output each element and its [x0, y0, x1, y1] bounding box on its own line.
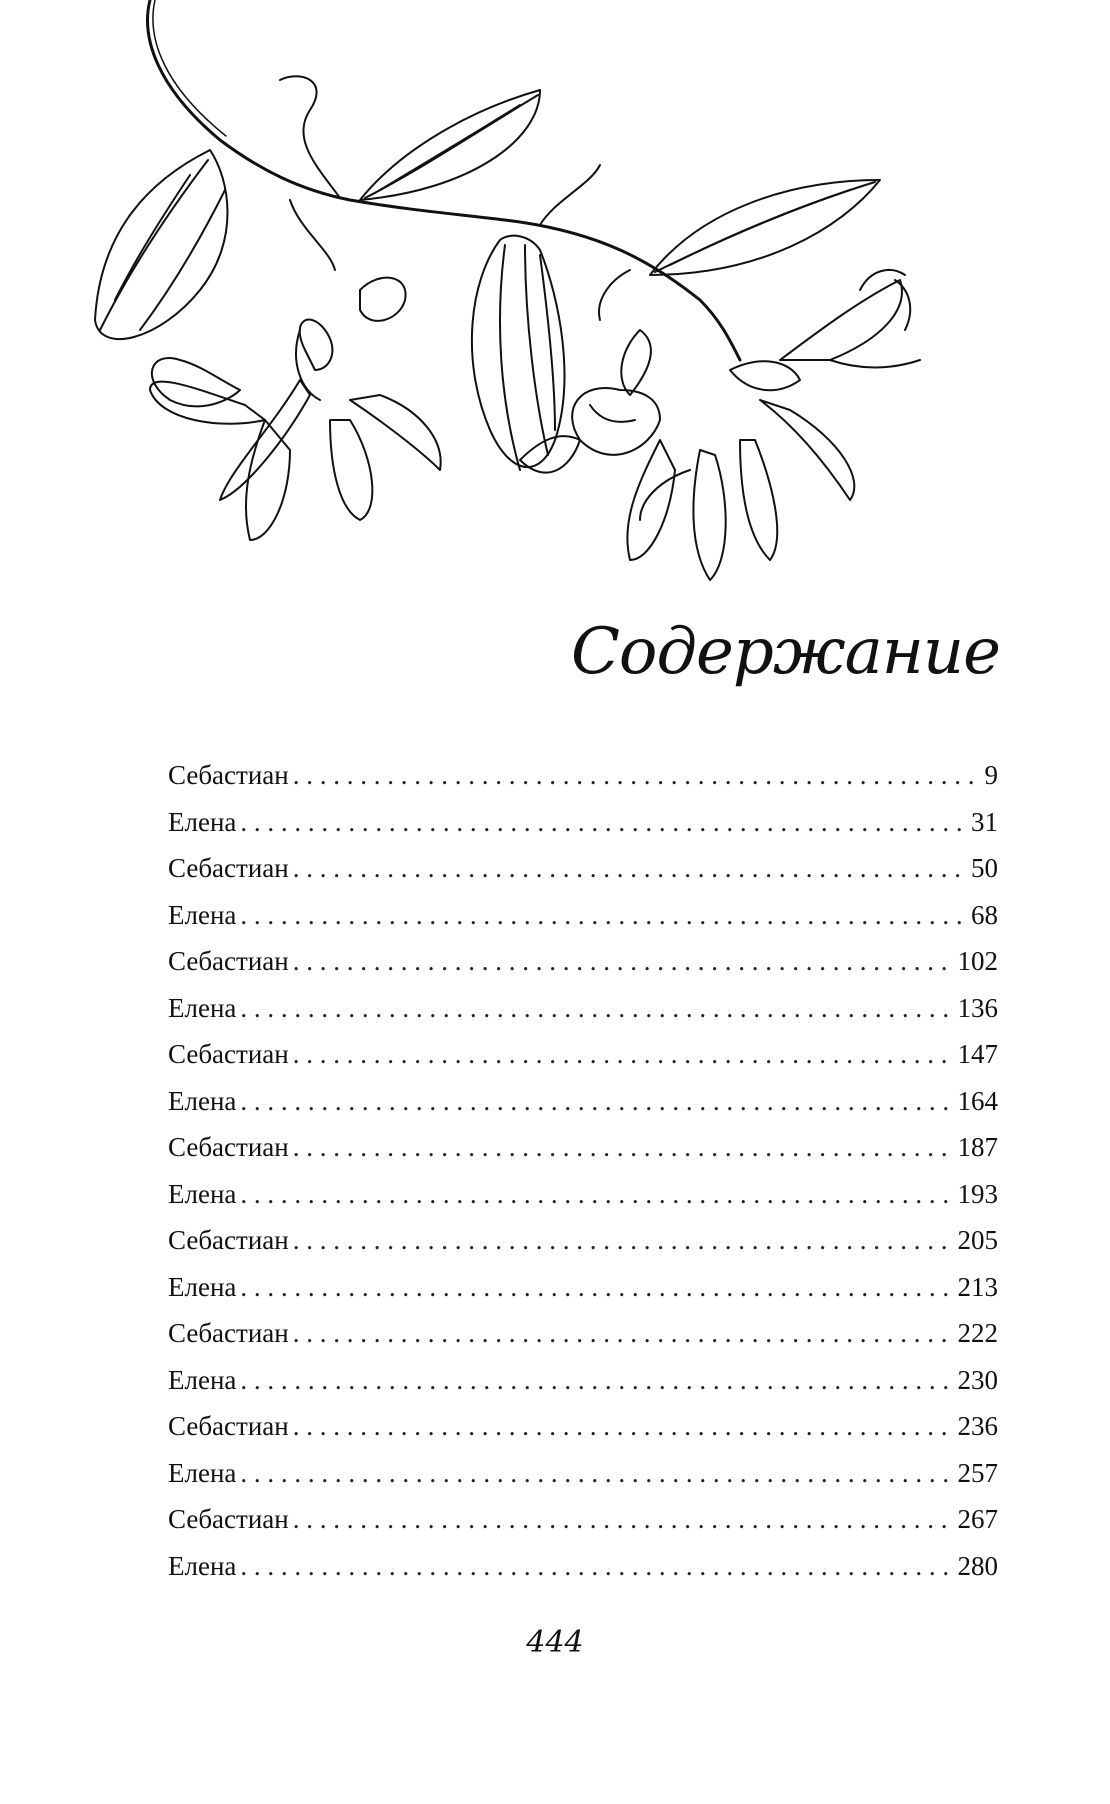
toc-chapter: Елена — [168, 1271, 237, 1302]
toc-page: 280 — [957, 1550, 998, 1581]
toc-page: 102 — [957, 946, 998, 976]
toc-page: 193 — [957, 1178, 998, 1209]
toc-page: 205 — [957, 1225, 998, 1255]
toc-chapter: Себастиан — [168, 1411, 289, 1441]
toc-entry[interactable] — [168, 1403, 998, 1450]
toc-leader — [240, 1264, 953, 1311]
toc-page: 257 — [957, 1457, 998, 1488]
toc-entry[interactable] — [168, 892, 998, 939]
toc-leader — [240, 1357, 953, 1404]
toc-page: 222 — [957, 1318, 998, 1348]
toc-chapter: Себастиан — [168, 1225, 289, 1255]
toc-entry[interactable] — [168, 985, 998, 1032]
toc-entry[interactable] — [168, 1031, 998, 1078]
toc-chapter: Елена — [168, 992, 237, 1023]
toc-page: 164 — [957, 1085, 998, 1116]
toc-chapter: Себастиан — [168, 1039, 289, 1069]
page-number: 444 — [526, 1625, 584, 1660]
toc-page: 187 — [957, 1132, 998, 1162]
toc-chapter: Елена — [168, 806, 237, 837]
vanilla-orchid-branch-icon — [0, 0, 1110, 620]
toc-entry[interactable] — [168, 752, 998, 799]
toc-leader — [293, 938, 954, 985]
toc-chapter: Себастиан — [168, 853, 289, 883]
toc-entry[interactable] — [168, 1496, 998, 1543]
page-title: Содержание — [570, 615, 1000, 689]
toc-entry[interactable] — [168, 938, 998, 985]
toc-leader — [293, 1403, 954, 1450]
toc-chapter: Елена — [168, 1085, 237, 1116]
toc-leader — [240, 892, 967, 939]
toc-page: 50 — [971, 853, 998, 883]
toc-leader — [240, 1543, 953, 1590]
toc-entry[interactable] — [168, 1078, 998, 1125]
toc-leader — [293, 845, 967, 892]
toc-leader — [240, 1450, 953, 1497]
toc-entry[interactable] — [168, 1310, 998, 1357]
toc-entry[interactable] — [168, 845, 998, 892]
toc-page: 236 — [957, 1411, 998, 1441]
toc-entry[interactable] — [168, 1357, 998, 1404]
toc-leader — [293, 1031, 954, 1078]
toc-page: 31 — [971, 806, 998, 837]
toc-chapter: Себастиан — [168, 760, 289, 790]
toc-entry[interactable] — [168, 1543, 998, 1590]
toc-leader — [293, 1496, 954, 1543]
toc-entry[interactable] — [168, 1171, 998, 1218]
toc-chapter: Себастиан — [168, 946, 289, 976]
toc-page: 9 — [984, 760, 998, 790]
toc-chapter: Елена — [168, 1178, 237, 1209]
toc-leader — [240, 799, 967, 846]
toc-leader — [240, 1078, 953, 1125]
toc-leader — [293, 1217, 954, 1264]
toc-entry[interactable] — [168, 1124, 998, 1171]
toc-leader — [240, 1171, 953, 1218]
toc-chapter: Себастиан — [168, 1132, 289, 1162]
table-of-contents — [168, 752, 998, 1589]
toc-chapter: Елена — [168, 1457, 237, 1488]
toc-leader — [293, 1124, 954, 1171]
toc-page: 213 — [957, 1271, 998, 1302]
toc-page: 68 — [971, 899, 998, 930]
toc-chapter: Себастиан — [168, 1504, 289, 1534]
toc-entry[interactable] — [168, 1217, 998, 1264]
toc-chapter: Елена — [168, 1550, 237, 1581]
toc-entry[interactable] — [168, 1264, 998, 1311]
toc-page: 230 — [957, 1364, 998, 1395]
toc-leader — [293, 752, 981, 799]
toc-entry[interactable] — [168, 799, 998, 846]
toc-chapter: Себастиан — [168, 1318, 289, 1348]
toc-entry[interactable] — [168, 1450, 998, 1497]
toc-chapter: Елена — [168, 1364, 237, 1395]
toc-page: 267 — [957, 1504, 998, 1534]
toc-leader — [240, 985, 953, 1032]
toc-page: 136 — [957, 992, 998, 1023]
toc-leader — [293, 1310, 954, 1357]
toc-chapter: Елена — [168, 899, 237, 930]
toc-page: 147 — [957, 1039, 998, 1069]
